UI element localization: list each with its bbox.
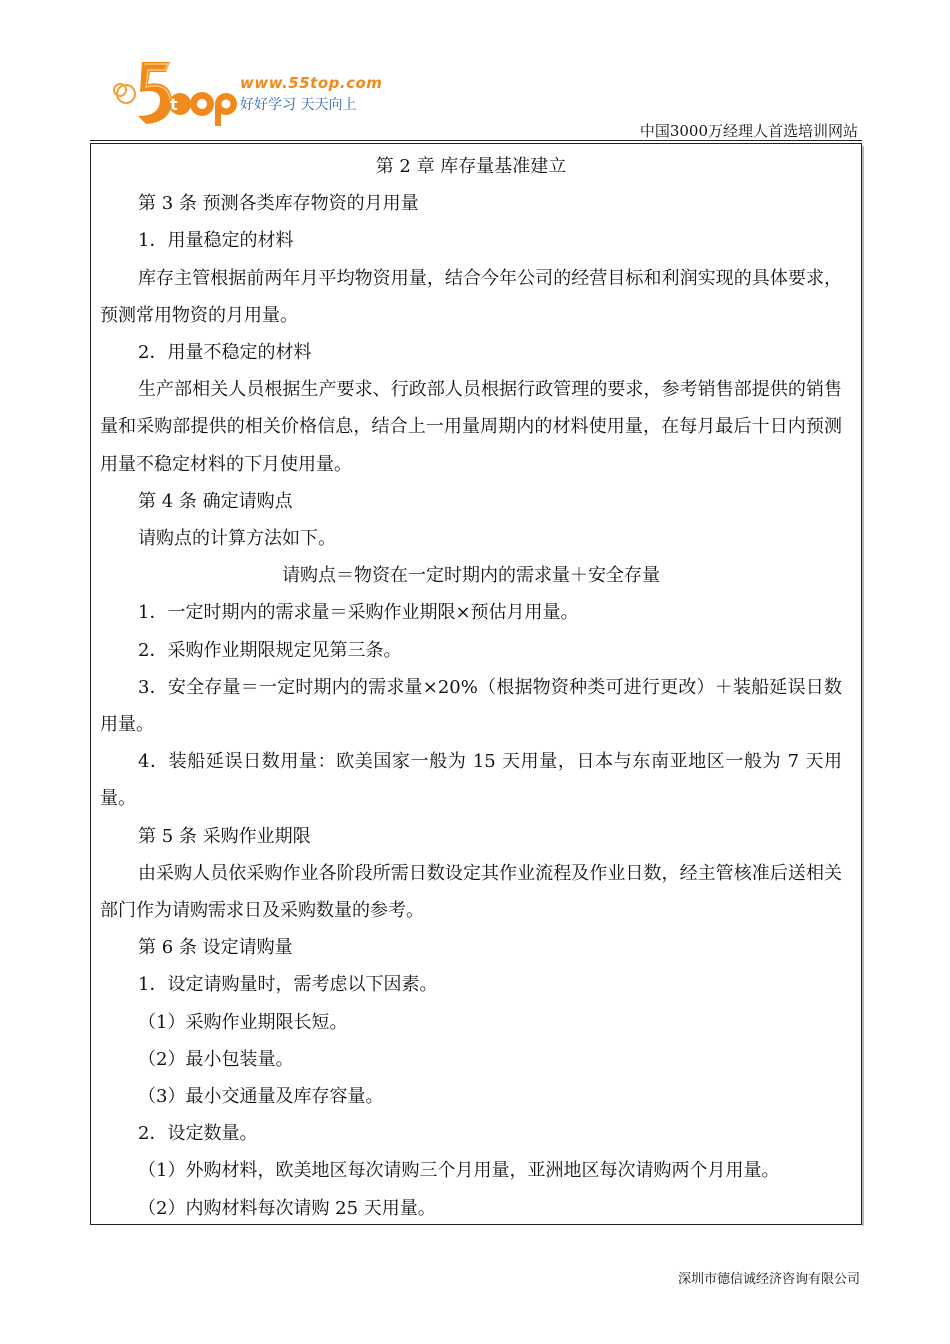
paragraph: （3）最小交通量及库存容量。	[138, 1086, 384, 1108]
paragraph: （2）内购材料每次请购 25 天用量。	[138, 1197, 436, 1219]
paragraph: 生产部相关人员根据生产要求、行政部人员根据行政管理的要求，参考销售部提供的销售量和采购部提供的相关价格信息，结合上一用量周期内的材料使用量，在每月最后十日内预测用量不稳定材料的下月使用量。	[100, 379, 842, 475]
paragraph: 2．设定数量。	[138, 1123, 258, 1145]
document-body	[100, 148, 842, 1227]
paragraph: 请购点＝物资在一定时期内的需求量＋安全存量	[282, 565, 660, 587]
frame-shadow	[862, 146, 864, 1226]
paragraph: 由采购人员依采购作业各阶段所需日数设定其作业流程及作业日数，经主管核准后送相关部门作为请购需求日及采购数量的参考。	[100, 862, 842, 922]
footer-company: 深圳市德信诚经济咨询有限公司	[677, 1272, 860, 1287]
paragraph: 1．用量稳定的材料	[138, 230, 294, 252]
paragraph: 请购点的计算方法如下。	[138, 528, 336, 550]
paragraph: 第 4 条 确定请购点	[138, 490, 293, 512]
svg-text:t: t	[170, 95, 178, 114]
logo-url-text: www.55top.com	[240, 74, 383, 92]
paragraph: 2．采购作业期限规定见第三条。	[138, 639, 402, 661]
site-tagline: 中国3000万经理人首选培训网站	[639, 122, 858, 140]
paragraph: 第 2 章 库存量基准建立	[375, 156, 567, 177]
paragraph: 第 5 条 采购作业期限	[138, 825, 311, 847]
paragraph: （2）最小包装量。	[138, 1048, 294, 1070]
paragraph: 2．用量不稳定的材料	[138, 342, 312, 364]
paragraph: 1．一定时期内的需求量＝采购作业期限×预估月用量。	[138, 602, 579, 624]
site-logo[interactable]	[108, 54, 398, 132]
paragraph: 4．装船延误日数用量：欧美国家一般为 15 天用量，日本与东南亚地区一般为 7 天用量。	[100, 751, 842, 810]
paragraph: 第 3 条 预测各类库存物资的月用量	[138, 193, 419, 215]
header-divider	[90, 140, 862, 141]
paragraph: （1）外购材料，欧美地区每次请购三个月用量，亚洲地区每次请购两个月用量。	[138, 1160, 780, 1182]
logo-slogan: 好好学习 天天向上	[240, 97, 357, 113]
paragraph: 第 6 条 设定请购量	[138, 937, 293, 959]
paragraph: 1．设定请购量时，需考虑以下因素。	[138, 974, 438, 996]
paragraph: 库存主管根据前两年月平均物资用量，结合今年公司的经营目标和利润实现的具体要求，预测常用物资的月用量。	[100, 267, 842, 326]
paragraph: （1）采购作业期限长短。	[138, 1011, 348, 1033]
55top-logo-icon	[108, 54, 238, 132]
paragraph: 3．安全存量＝一定时期内的需求量×20%（根据物资种类可进行更改）＋装船延误日数用量。	[100, 676, 842, 736]
